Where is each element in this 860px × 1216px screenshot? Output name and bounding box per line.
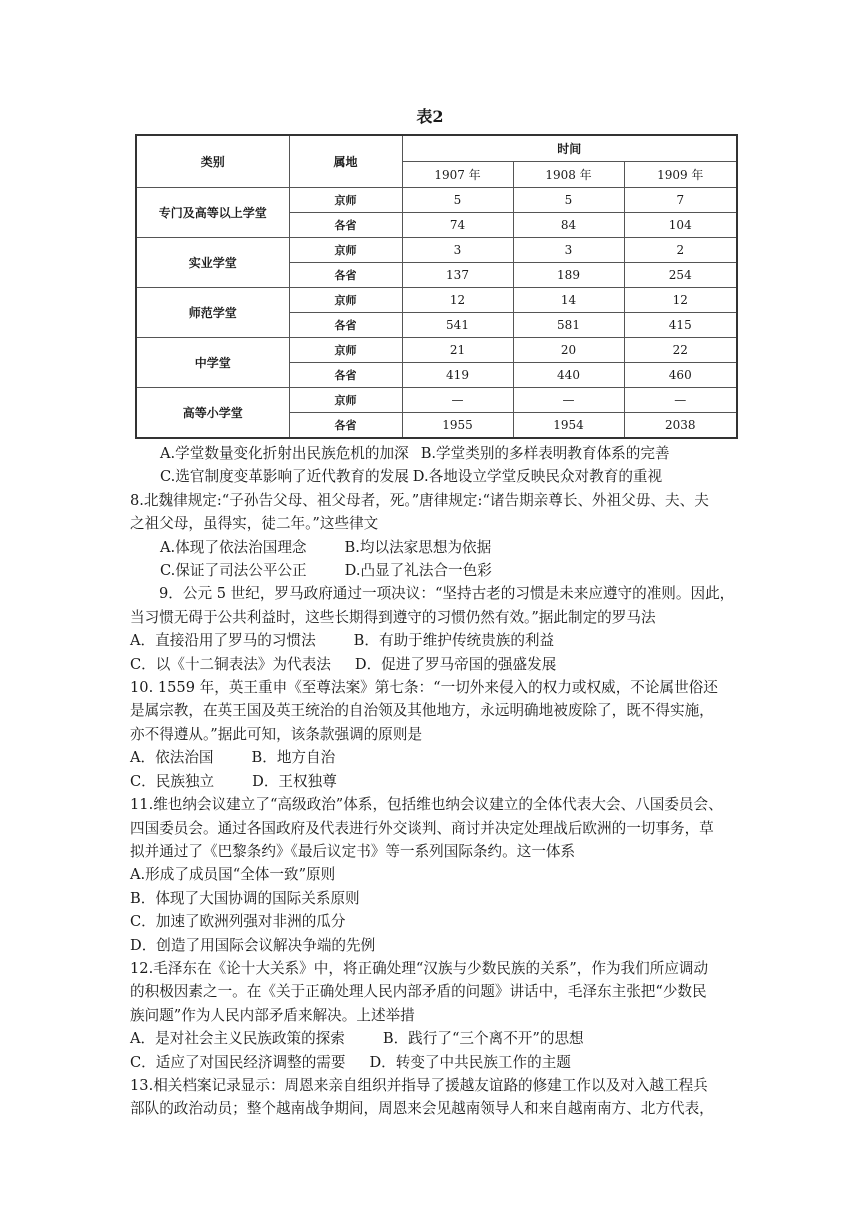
q12-option-d: D．转变了中共民族工作的主题: [369, 1053, 571, 1071]
q11-option-a: A.形成了成员国“全体一致”原则: [130, 866, 336, 884]
q9-option-b: B．有助于维护传统贵族的利益: [353, 632, 555, 650]
category-cell: 实业学堂: [136, 237, 289, 287]
value-cell: 22: [624, 338, 737, 363]
location-cell: 各省: [289, 413, 402, 438]
category-cell: 专门及高等以上学堂: [136, 187, 289, 237]
q8-option-d: D.凸显了礼法合一色彩: [344, 562, 492, 580]
location-cell: 各省: [289, 262, 402, 287]
value-cell: —: [624, 388, 737, 413]
q10-option-d: D．王权独尊: [252, 772, 337, 790]
value-cell: 254: [624, 262, 737, 287]
value-cell: 541: [402, 313, 513, 338]
value-cell: 440: [513, 363, 624, 388]
value-cell: 1955: [402, 413, 513, 438]
q10-stem-line: 10. 1559 年，英王重申《至尊法案》第七条：“一切外来侵入的权力或权威，不论属世俗还: [130, 679, 718, 697]
q9-option-c: C．以《十二铜表法》为代表法: [130, 655, 331, 673]
value-cell: 2038: [624, 413, 737, 438]
value-cell: 12: [624, 287, 737, 312]
q10-option-a: A．依法治国: [130, 749, 214, 767]
q11-option-b: B．体现了大国协调的国际关系原则: [130, 889, 360, 907]
value-cell: 20: [513, 338, 624, 363]
header-location: 属地: [289, 135, 402, 187]
q8-option-b: B.均以法家思想为依据: [344, 538, 492, 556]
q11-option-c: C．加速了欧洲列强对非洲的瓜分: [130, 913, 346, 931]
q12-option-b: B．践行了“三个离不开”的思想: [382, 1030, 584, 1048]
value-cell: 1954: [513, 413, 624, 438]
q11-stem-line: 拟并通过了《巴黎条约》《最后议定书》等一系列国际条约。这一体系: [130, 842, 576, 860]
value-cell: 104: [624, 212, 737, 237]
q7-option-b: B.学堂类别的多样表明教育体系的完善: [420, 445, 670, 462]
q7-options-row1: [130, 442, 742, 465]
location-cell: 京师: [289, 388, 402, 413]
header-year: 1908 年: [513, 161, 624, 187]
q8-option-a: A.体现了依法治国理念: [160, 538, 307, 556]
value-cell: 5: [402, 187, 513, 212]
q11-stem-line: 11.维也纳会议建立了“高级政治”体系，包括维也纳会议建立的全体代表大会、八国委员会、: [130, 796, 723, 814]
value-cell: 7: [624, 187, 737, 212]
value-cell: 581: [513, 313, 624, 338]
q10-stem-line: 亦不得遵从。”据此可知，该条款强调的原则是: [130, 725, 423, 743]
value-cell: 74: [402, 212, 513, 237]
value-cell: 3: [402, 237, 513, 262]
q11-stem-line: 四国委员会。通过各国政府及代表进行外交谈判、商讨并决定处理战后欧洲的一切事务，草: [130, 819, 714, 837]
q8-stem-line: 之祖父母，虽得实，徒二年。”这些律文: [130, 515, 379, 533]
location-cell: 各省: [289, 313, 402, 338]
q13-stem-line: 13.相关档案记录显示：周恩来亲自组织并指导了援越友谊路的修建工作以及对入越工程兵: [130, 1076, 708, 1094]
value-cell: 21: [402, 338, 513, 363]
location-cell: 京师: [289, 287, 402, 312]
location-cell: 京师: [289, 237, 402, 262]
q12-option-a: A．是对社会主义民族政策的探索: [130, 1030, 345, 1048]
q9-options-row2: [130, 653, 742, 676]
value-cell: 419: [402, 363, 513, 388]
category-cell: 高等小学堂: [136, 388, 289, 438]
q10-option-b: B．地方自治: [251, 749, 336, 767]
value-cell: 137: [402, 262, 513, 287]
value-cell: 84: [513, 212, 624, 237]
q12-options-row1: [130, 1027, 742, 1050]
q7-option-a: A.学堂数量变化折射出民族危机的加深: [160, 445, 409, 462]
q13-stem-line: 部队的政治动员；整个越南战争期间，周恩来会见越南领导人和来自越南南方、北方代表，: [130, 1100, 714, 1118]
location-cell: 各省: [289, 212, 402, 237]
q8-option-c: C.保证了司法公平公正: [160, 562, 307, 580]
value-cell: —: [513, 388, 624, 413]
q8-stem-line: 8.北魏律规定:“子孙告父母、祖父母者，死。”唐律规定:“诸告期亲尊长、外祖父毋、夫、夫: [130, 491, 709, 509]
q9-stem-line: 9．公元 5 世纪，罗马政府通过一项决议：“坚持古老的习惯是未来应遵守的准则。因此，: [159, 585, 735, 603]
value-cell: 5: [513, 187, 624, 212]
value-cell: 415: [624, 313, 737, 338]
category-cell: 中学堂: [136, 338, 289, 388]
q8-options-row2: [130, 559, 742, 582]
q9-option-a: A．直接沿用了罗马的习惯法: [130, 632, 316, 650]
q7-option-d: D.各地设立学堂反映民众对教育的重视: [412, 468, 663, 486]
q9-options-row1: [130, 629, 742, 652]
q12-options-row2: [130, 1051, 742, 1074]
value-cell: 2: [624, 237, 737, 262]
value-cell: 3: [513, 237, 624, 262]
category-cell: 师范学堂: [136, 287, 289, 337]
value-cell: 12: [402, 287, 513, 312]
q12-stem-line: 族问题”作为人民内部矛盾来解决。上述举措: [130, 1006, 415, 1024]
header-year: 1907 年: [402, 161, 513, 187]
location-cell: 京师: [289, 338, 402, 363]
header-year: 1909 年: [624, 161, 737, 187]
q12-stem-line: 12.毛泽东在《论十大关系》中，将正确处理“汉族与少数民族的关系”，作为我们所应调动: [130, 959, 709, 977]
q9-stem-line: 当习惯无碍于公共利益时，这些长期得到遵守的习惯仍然有效。”据此制定的罗马法: [130, 608, 656, 626]
q7-options-row2: [130, 465, 742, 488]
q10-stem-line: 是属宗教，在英王国及英王统治的自治领及其他地方，永远明确地被废除了，既不得实施，: [130, 702, 714, 720]
value-cell: 460: [624, 363, 737, 388]
q12-option-c: C．适应了对国民经济调整的需要: [130, 1053, 346, 1071]
header-category: 类别: [136, 135, 289, 187]
questions-text: [130, 442, 742, 1121]
q10-options-row2: [130, 770, 742, 793]
header-time: 时间: [402, 135, 737, 161]
q10-options-row1: [130, 746, 742, 769]
value-cell: 14: [513, 287, 624, 312]
q12-stem-line: 的积极因素之一。在《关于正确处理人民内部矛盾的问题》讲话中，毛泽东主张把“少数民: [130, 983, 707, 1001]
location-cell: 京师: [289, 187, 402, 212]
q10-option-c: C．民族独立: [130, 772, 215, 790]
location-cell: 各省: [289, 363, 402, 388]
q8-options-row1: [130, 536, 742, 559]
q7-option-c: C.选官制度变革影响了近代教育的发展: [160, 468, 409, 486]
value-cell: —: [402, 388, 513, 413]
table-title: 表2: [416, 107, 444, 126]
q9-option-d: D．促进了罗马帝国的强盛发展: [354, 655, 557, 673]
school-statistics-table: [135, 134, 738, 439]
q11-option-d: D．创造了用国际会议解决争端的先例: [130, 936, 376, 954]
value-cell: 189: [513, 262, 624, 287]
